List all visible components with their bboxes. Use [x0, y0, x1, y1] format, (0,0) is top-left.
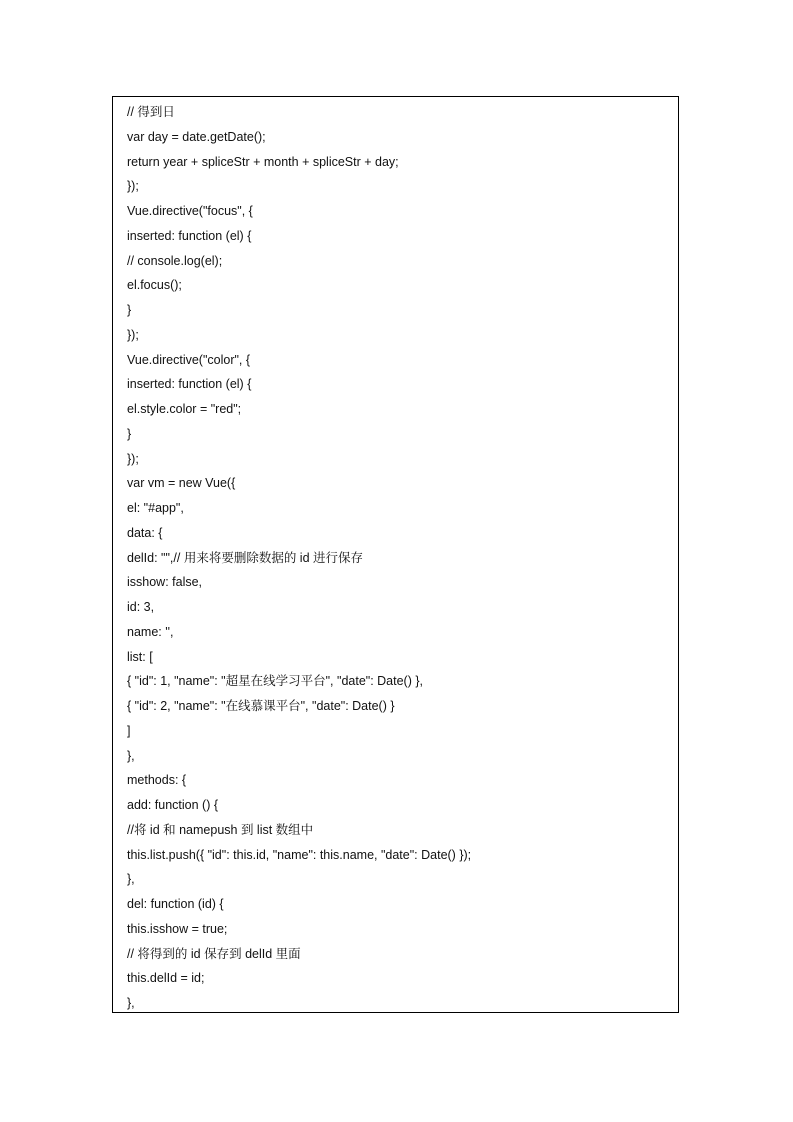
code-line: isshow: false,	[127, 575, 203, 590]
code-line: data: {	[127, 525, 163, 540]
code-line: //将 id 和 namepush 到 list 数组中	[127, 822, 314, 837]
code-line: el.focus();	[127, 278, 182, 293]
code-line: this.list.push({ "id": this.id, "name": this.name, "date": Date() });	[127, 847, 472, 862]
code-line: Vue.directive("focus", {	[127, 204, 253, 218]
code-line: this.isshow = true;	[127, 921, 228, 936]
code-line: methods: {	[127, 773, 187, 788]
code-line: list: [	[127, 649, 153, 664]
code-line: },	[127, 996, 135, 1010]
code-line: del: function (id) {	[127, 897, 224, 911]
code-line: { "id": 2, "name": "在线慕课平台", "date": Date() }	[127, 699, 395, 713]
code-line: });	[127, 179, 139, 194]
code-line: }	[127, 426, 132, 441]
code-line: ]	[127, 723, 131, 738]
code-line: // 将得到的 id 保存到 delId 里面	[127, 946, 301, 961]
code-line: inserted: function (el) {	[127, 228, 252, 243]
code-line: el: "#app",	[127, 501, 184, 515]
code-line: return year + spliceStr + month + spliceStr + day;	[127, 154, 399, 169]
code-line: // 得到日	[127, 105, 175, 119]
code-line: // console.log(el);	[127, 253, 223, 268]
code-line: },	[127, 748, 135, 763]
code-line: { "id": 1, "name": "超星在线学习平台", "date": Date() },	[127, 674, 424, 689]
code-line: delId: "",// 用来将要删除数据的 id 进行保存	[127, 550, 363, 565]
code-line: el.style.color = "red";	[127, 402, 242, 416]
code-block-frame	[112, 96, 679, 1013]
code-line: var vm = new Vue({	[127, 476, 236, 491]
code-line: }	[127, 303, 132, 317]
code-line: });	[127, 451, 139, 466]
code-line: var day = date.getDate();	[127, 129, 266, 144]
code-line: Vue.directive("color", {	[127, 352, 251, 367]
code-line: },	[127, 872, 135, 887]
code-line: inserted: function (el) {	[127, 377, 252, 392]
code-lines	[127, 100, 670, 1016]
code-line: id: 3,	[127, 600, 155, 614]
code-line: add: function () {	[127, 798, 219, 812]
code-line: this.delId = id;	[127, 971, 205, 986]
code-line: });	[127, 327, 139, 342]
code-line: name: '',	[127, 624, 174, 639]
